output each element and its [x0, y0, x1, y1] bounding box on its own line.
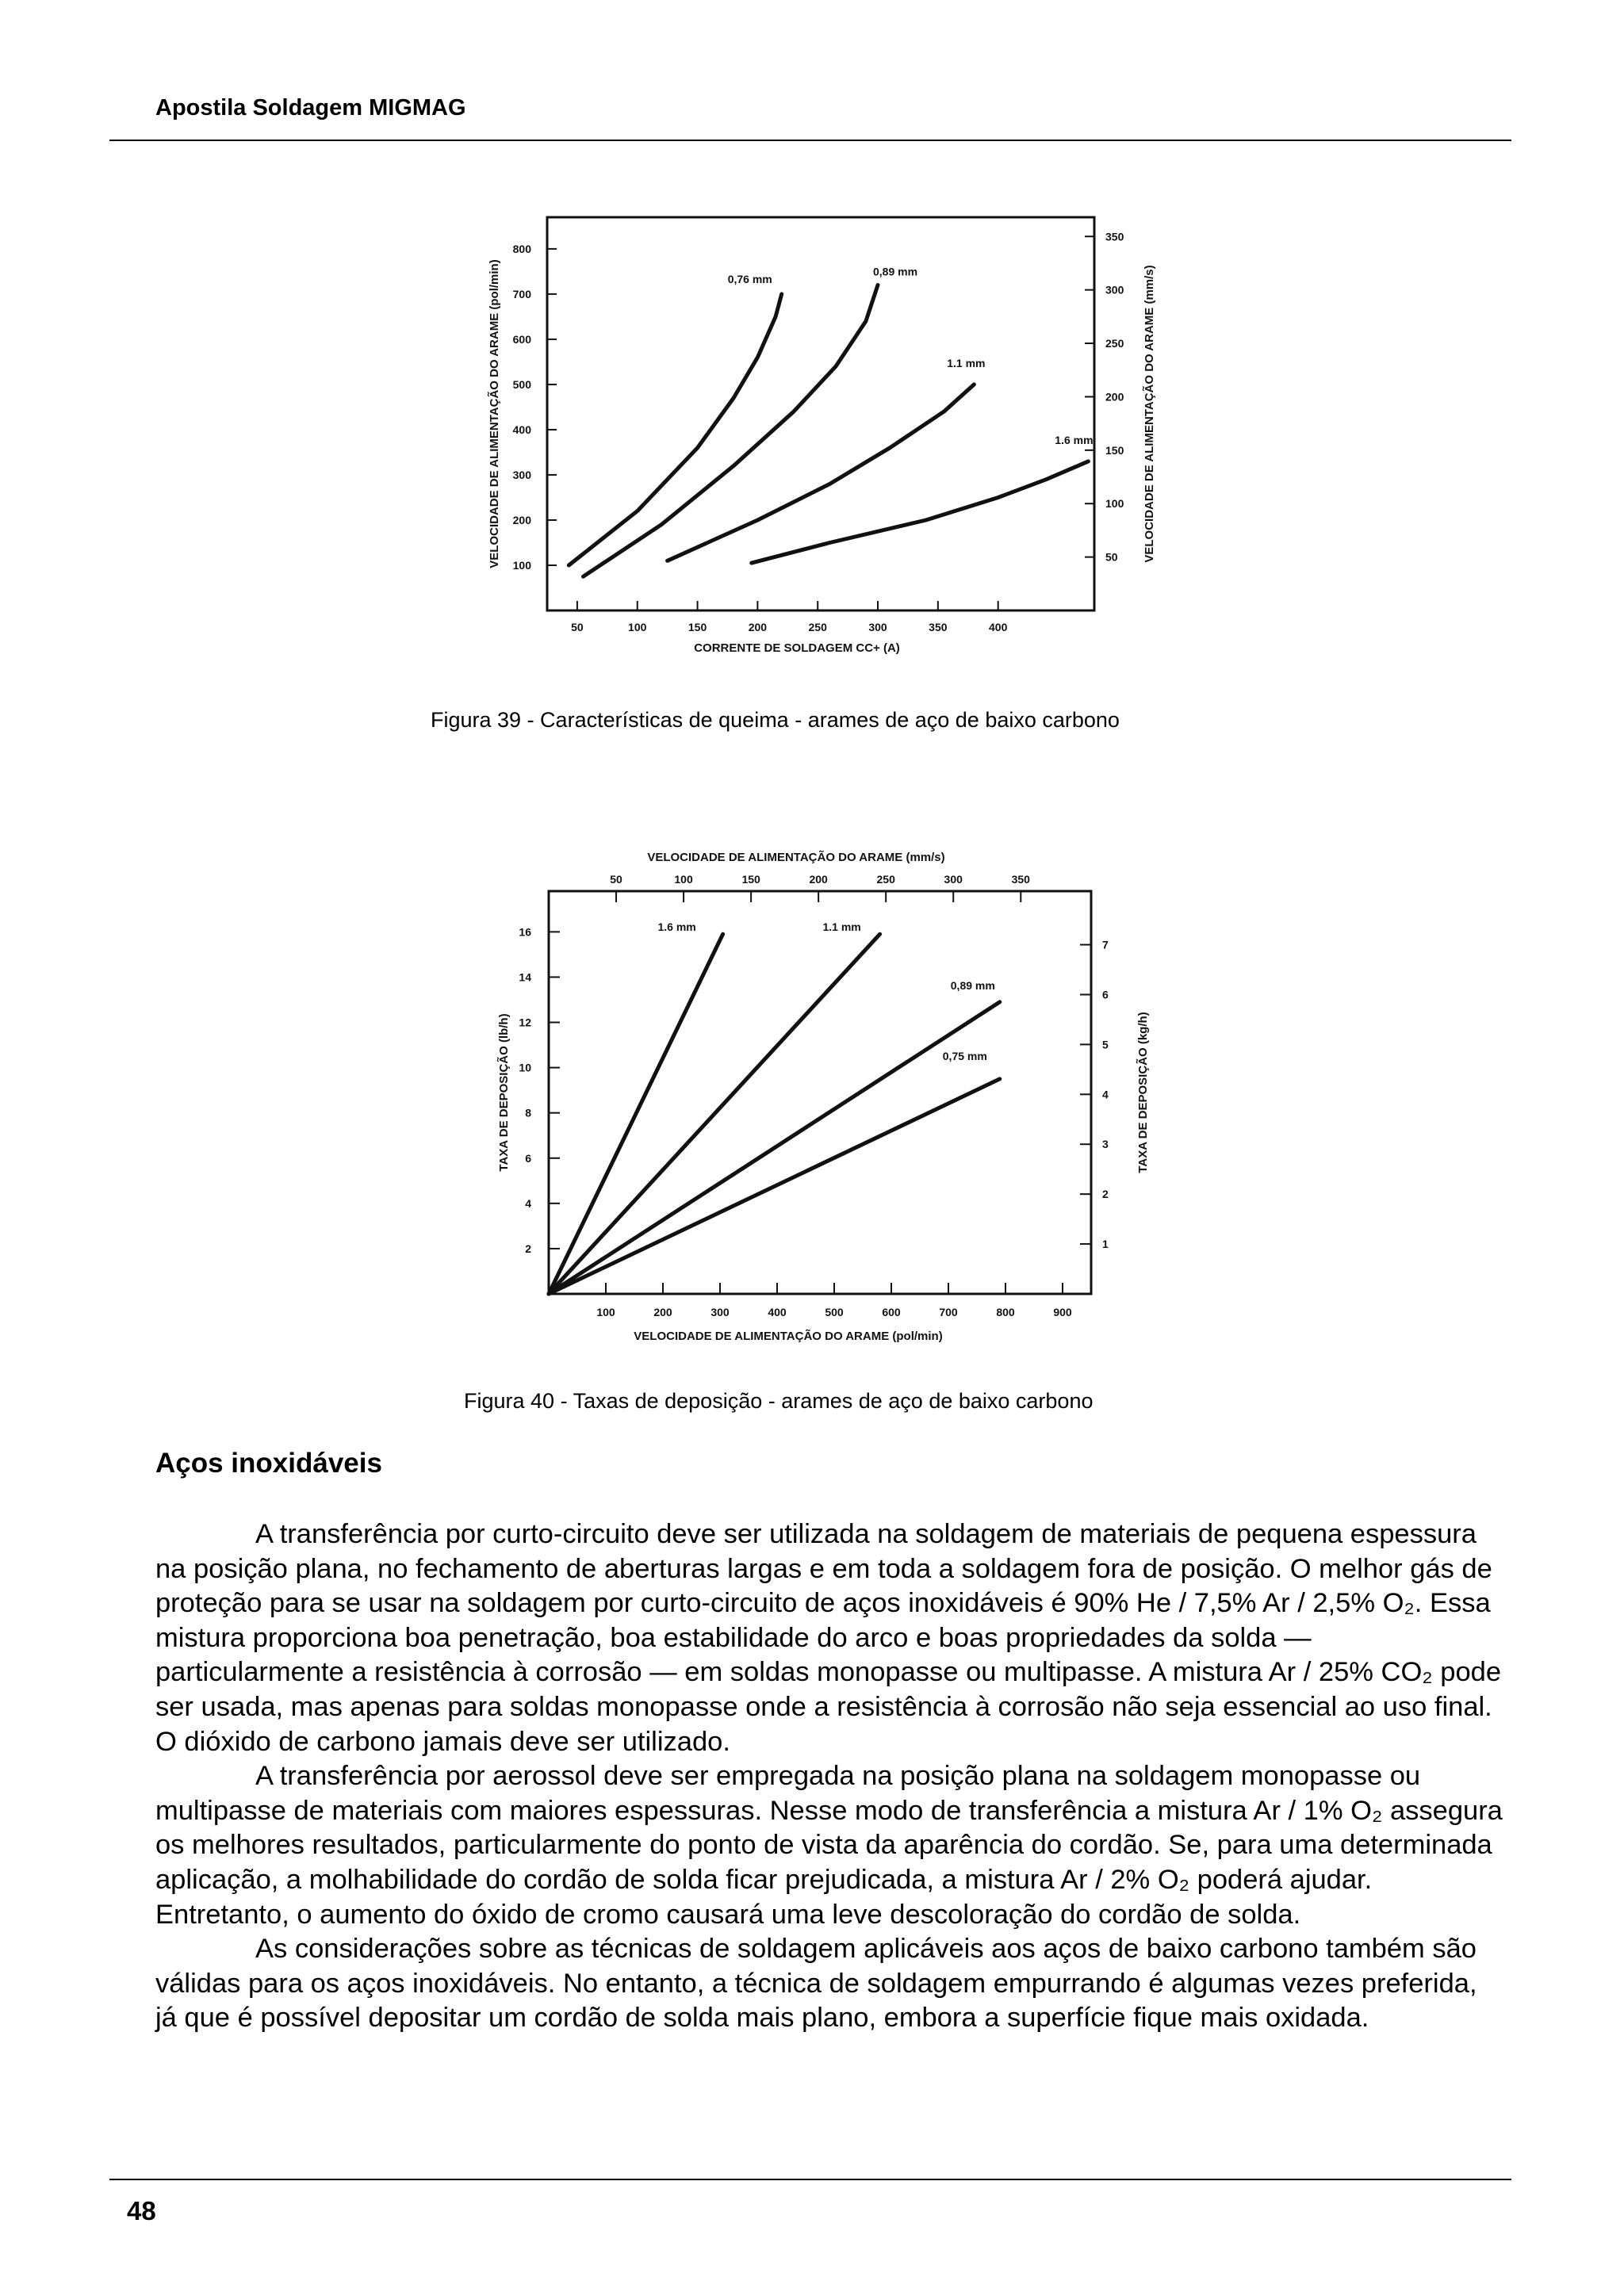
series-label: 1.6 mm [1055, 433, 1094, 446]
x-tick-label: 800 [996, 1306, 1015, 1318]
x-tick-label: 900 [1053, 1306, 1072, 1318]
figure-40 [485, 831, 1183, 1354]
footer-rule [109, 2179, 1511, 2180]
x-tick-label: 600 [882, 1306, 901, 1318]
body-text [155, 1517, 1503, 2036]
y2-tick-label: 2 [1102, 1188, 1109, 1201]
y2-tick-label: 5 [1102, 1038, 1109, 1051]
y-tick-label: 12 [519, 1016, 531, 1029]
series-label: 0,89 mm [873, 265, 918, 278]
x-tick-label: 500 [825, 1306, 844, 1318]
x-tick-label: 100 [596, 1306, 615, 1318]
paragraph-2: A transferência por aerossol deve ser empregada na posição plana na soldagem monopasse ou multipasse de materiais com maiores espessuras. Nesse modo de transferência a mistura Ar / 1% O₂ assegura os melhores resultados, particularmente do ponto de vista da aparência do cordão. Se, para uma determinada aplicação, a molhabilidade do cordão de solda ficar prejudicada, a mistura Ar / 2% O₂ poderá ajudar. Entretanto, o aumento do óxido de cromo causará uma leve descoloração do cordão de solda. [155, 1761, 1503, 1930]
x-tick-label: 150 [688, 621, 707, 633]
y-tick-label: 200 [512, 513, 531, 526]
y-tick-label: 8 [525, 1106, 531, 1119]
burn-characteristics-chart [476, 198, 1174, 674]
x-tick-label: 400 [768, 1306, 787, 1318]
x-axis-label: VELOCIDADE DE ALIMENTAÇÃO DO ARAME (pol/min) [634, 1330, 943, 1343]
series-label: 0,76 mm [727, 272, 772, 285]
x2-axis-label: VELOCIDADE DE ALIMENTAÇÃO DO ARAME (mm/s) [647, 851, 945, 864]
x2-tick-label: 200 [809, 873, 828, 886]
y2-tick-label: 50 [1105, 550, 1118, 564]
series-line [668, 385, 975, 561]
x-tick-label: 700 [939, 1306, 958, 1318]
series-label: 0,89 mm [950, 978, 995, 992]
y2-tick-label: 7 [1102, 938, 1109, 951]
series-line [752, 461, 1089, 563]
x-tick-label: 300 [710, 1306, 730, 1318]
page-number: 48 [127, 2196, 156, 2225]
series-line [549, 1079, 1000, 1294]
figure-40-caption: Figura 40 - Taxas de deposição - arames de aço de baixo carbono [464, 1389, 1094, 1413]
x-tick-label: 350 [929, 621, 948, 633]
y2-tick-label: 100 [1105, 497, 1124, 511]
series-label: 1.6 mm [657, 920, 696, 934]
figure-39-caption: Figura 39 - Características de queima - arames de aço de baixo carbono [431, 708, 1120, 732]
y2-tick-label: 1 [1102, 1238, 1109, 1251]
y-axis-label: VELOCIDADE DE ALIMENTAÇÃO DO ARAME (pol/min) [488, 259, 501, 568]
y2-tick-label: 150 [1105, 443, 1124, 457]
y-axis-label: TAXA DE DEPOSIÇÃO (lb/h) [497, 1013, 511, 1172]
x-tick-label: 250 [808, 621, 827, 633]
plot-frame [547, 217, 1094, 610]
x-tick-label: 400 [989, 621, 1008, 633]
series-label: 1.1 mm [947, 356, 986, 369]
y2-tick-label: 200 [1105, 390, 1124, 404]
x2-tick-label: 250 [876, 873, 895, 886]
y-tick-label: 100 [512, 558, 531, 572]
y-tick-label: 16 [519, 925, 531, 939]
y2-tick-label: 350 [1105, 230, 1124, 243]
x-axis-label: CORRENTE DE SOLDAGEM CC+ (A) [694, 641, 900, 655]
x2-tick-label: 100 [674, 873, 693, 886]
series-label: 1.1 mm [822, 920, 861, 934]
y2-tick-label: 4 [1102, 1088, 1109, 1101]
y-tick-label: 800 [512, 242, 531, 255]
y-tick-label: 300 [512, 468, 531, 481]
x2-tick-label: 50 [610, 873, 622, 886]
y-tick-label: 400 [512, 423, 531, 436]
page-header-title: Apostila Soldagem MIGMAG [155, 95, 466, 121]
x-tick-label: 200 [653, 1306, 672, 1318]
y2-tick-label: 250 [1105, 337, 1124, 350]
y-tick-label: 10 [519, 1061, 531, 1074]
paragraph-1: A transferência por curto-circuito deve ser utilizada na soldagem de materiais de pequena espessura na posição plana, no fechamento de aberturas largas e em toda a soldagem fora de posição. O melhor gás de proteção para se usar na soldagem por curto-circuito de aços inoxidáveis é 90% He / 7,5% Ar / 2,5% O₂. Essa mistura proporciona boa penetração, boa estabilidade do arco e boas propriedades da solda — particularmente a resistência à corrosão — em soldas monopasse ou multipasse. A mistura Ar / 25% CO₂ pode ser usada, mas apenas para soldas monopasse onde a resistência à corrosão não seja essencial ao uso final. O dióxido de carbono jamais deve ser utilizado. [155, 1519, 1502, 1757]
series-line [549, 934, 723, 1294]
y-tick-label: 6 [525, 1151, 531, 1165]
x-tick-label: 100 [628, 621, 647, 633]
figure-39 [476, 198, 1174, 674]
y2-tick-label: 300 [1105, 283, 1124, 297]
y-tick-label: 600 [512, 332, 531, 346]
series-line [549, 1002, 1000, 1294]
series-label: 0,75 mm [942, 1049, 987, 1062]
x2-tick-label: 150 [741, 873, 760, 886]
x-tick-label: 300 [868, 621, 887, 633]
x2-tick-label: 300 [944, 873, 963, 886]
y2-tick-label: 3 [1102, 1138, 1109, 1151]
y-tick-label: 14 [519, 970, 531, 984]
header-rule [109, 140, 1511, 141]
y-tick-label: 4 [525, 1196, 531, 1210]
x-tick-label: 200 [748, 621, 768, 633]
deposition-rate-chart [485, 831, 1183, 1354]
y2-axis-label: TAXA DE DEPOSIÇÃO (kg/h) [1136, 1012, 1150, 1173]
x2-tick-label: 350 [1011, 873, 1030, 886]
x-tick-label: 50 [571, 621, 584, 633]
y-tick-label: 500 [512, 377, 531, 391]
y-tick-label: 2 [525, 1242, 531, 1255]
y2-tick-label: 6 [1102, 988, 1109, 1001]
paragraph-3: As considerações sobre as técnicas de soldagem aplicáveis aos aços de baixo carbono também são válidas para os aços inoxidáveis. No entanto, a técnica de soldagem empurrando é algumas vezes preferida, já que é possível depositar um cordão de solda mais plano, embora a superfície fique mais oxidada. [155, 1934, 1477, 2034]
y2-axis-label: VELOCIDADE DE ALIMENTAÇÃO DO ARAME (mm/s) [1143, 265, 1156, 563]
y-tick-label: 700 [512, 287, 531, 300]
plot-frame [549, 891, 1091, 1294]
section-title: Aços inoxidáveis [155, 1448, 382, 1479]
